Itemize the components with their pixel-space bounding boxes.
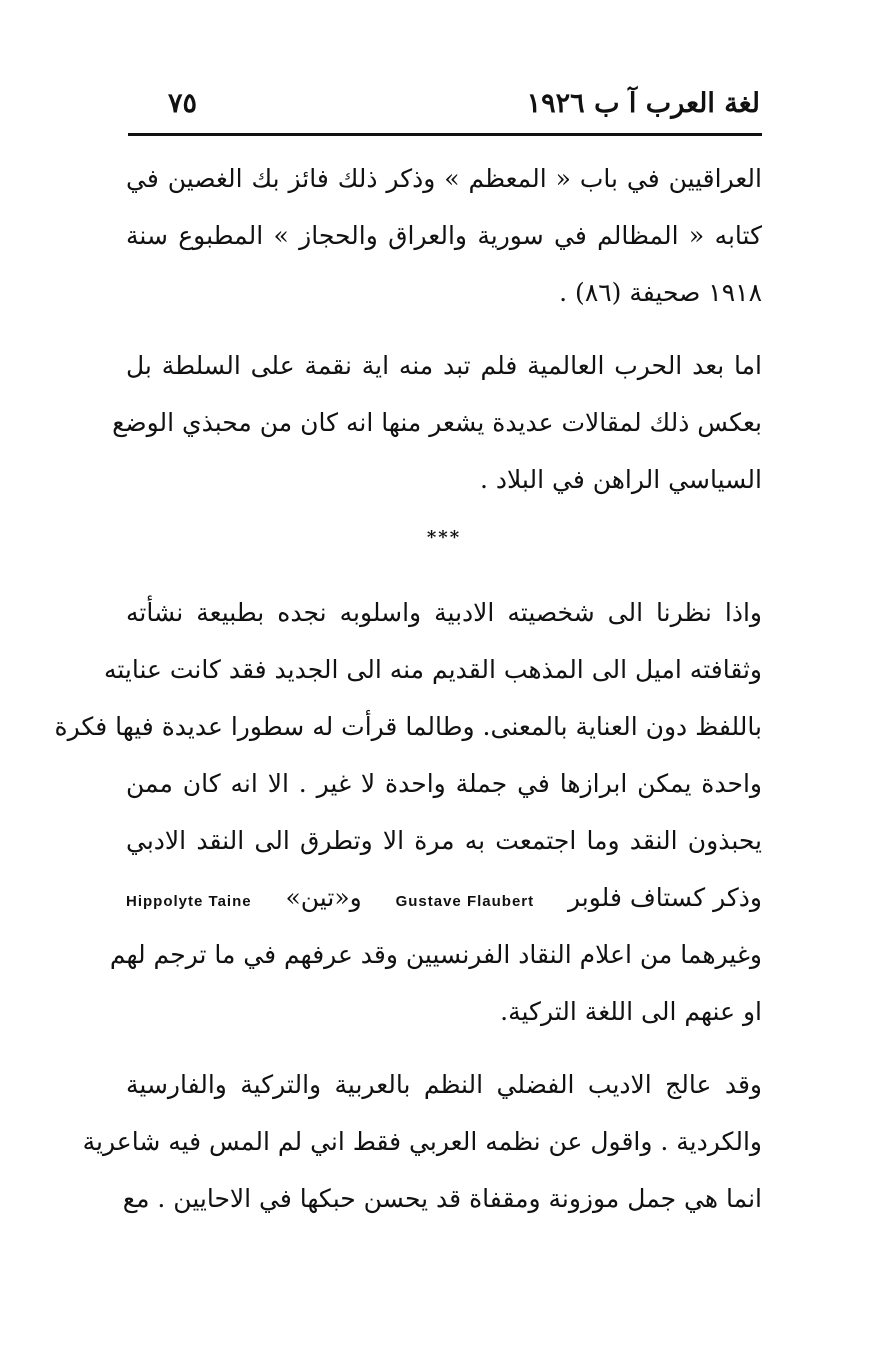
text-line: والكردية . واقول عن نظمه العربي فقط اني لم المس فيه شاعرية [82,1127,762,1156]
section-separator: *** [426,527,462,548]
paragraph-2 [112,337,762,508]
text-line: وغيرهما من اعلام النقاد الفرنسيين وقد عرفهم في ما ترجم لهم [109,940,762,969]
paragraph-3 [54,584,762,1040]
text-line: كتابه « المظالم في سورية والعراق والحجاز » المطبوع سنة [126,221,762,250]
arabic-segment: وذكر كستاف فلوبر [568,883,762,912]
text-line: باللفظ دون العناية بالمعنى. وطالما قرأت له سطورا عديدة فيها فكرة [54,712,762,741]
paragraph-4 [82,1056,762,1227]
paragraph-1 [126,150,762,321]
text-line: ١٩١٨ صحيفة (٨٦) . [559,278,762,307]
latin-name-taine: Hippolyte Taine [126,893,252,910]
text-line: بعكس ذلك لمقالات عديدة يشعر منها انه كان من محبذي الوضع [112,408,762,437]
body-text [54,150,762,1227]
text-line: العراقيين في باب « المعظم » وذكر ذلك فائز بك الغصين في [126,164,762,193]
arabic-segment: و«تين» [285,883,362,912]
page-header [128,84,760,132]
text-line: او عنهم الى اللغة التركية. [500,997,762,1026]
text-line: وثقافته اميل الى المذهب القديم منه الى الجديد فقد كانت عنايته [103,655,762,684]
text-line: اما بعد الحرب العالمية فلم تبد منه اية نقمة على السلطة بل [126,351,762,380]
text-line: يحبذون النقد وما اجتمعت به مرة الا وتطرق الى النقد الادبي [126,826,762,855]
page-number: ٧٥ [168,88,198,119]
text-line: واحدة يمكن ابرازها في جملة واحدة لا غير . الا انه كان ممن [126,769,762,798]
latin-name-flaubert: Gustave Flaubert [395,893,535,910]
text-line: انما هي جمل موزونة ومقفاة قد يحسن حبكها في الاحايين . مع [122,1184,762,1213]
text-line: السياسي الراهن في البلاد . [479,465,762,494]
mixed-language-line [126,869,762,926]
header-rule [128,133,762,136]
text-line: وقد عالج الاديب الفضلي النظم بالعربية والتركية والفارسية [126,1070,762,1099]
text-line: واذا نظرنا الى شخصيته الادبية واسلوبه نجده بطبيعة نشأته [126,598,762,627]
running-title: لغة العرب آ ب ١٩٢٦ [526,88,760,119]
